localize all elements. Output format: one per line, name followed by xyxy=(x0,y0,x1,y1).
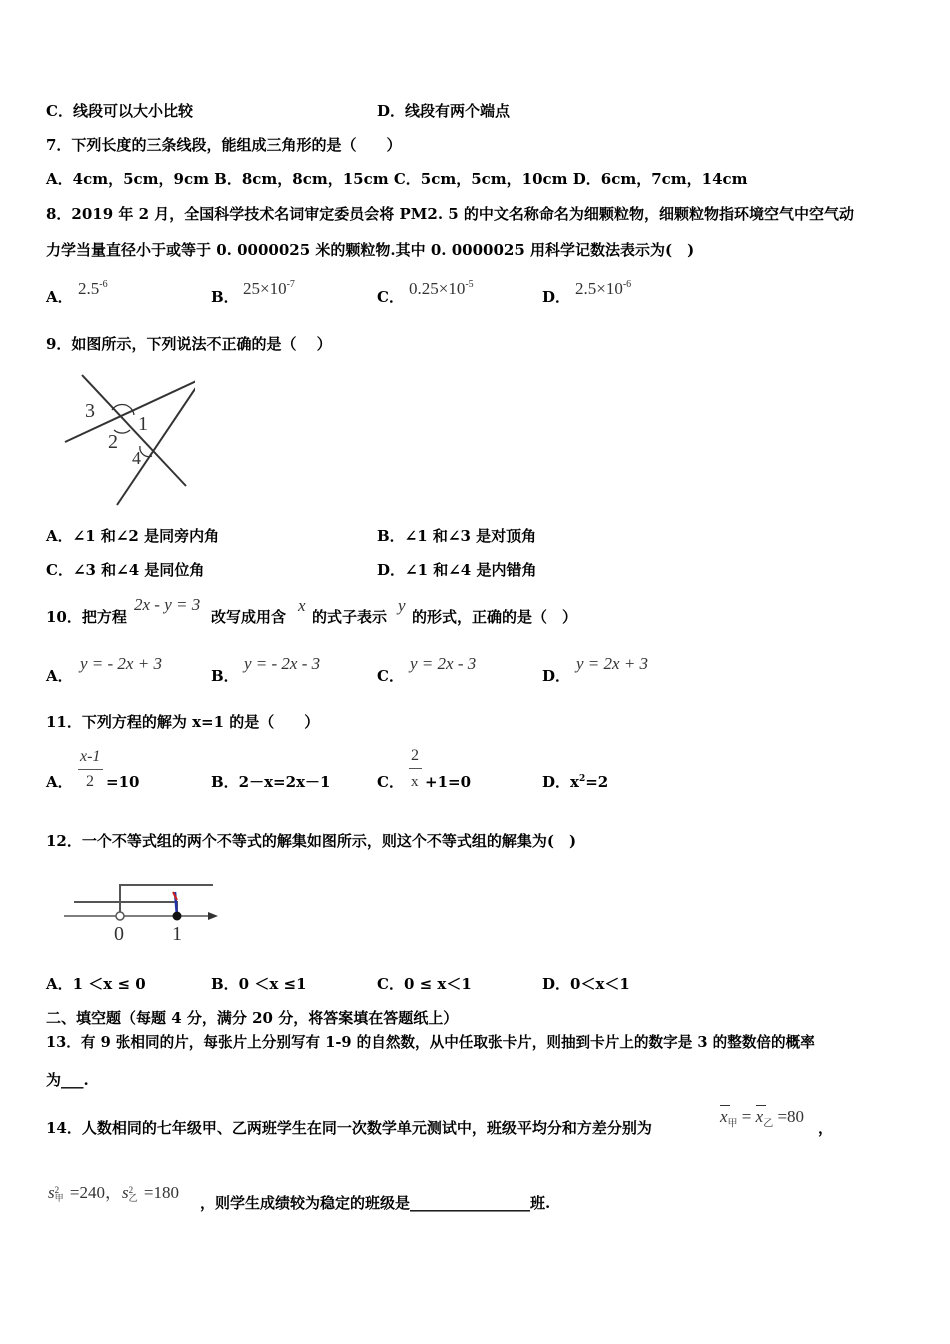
q11-stem: 11．下列方程的解为 x=1 的是（ ） xyxy=(46,713,320,731)
q8-label-d: D． xyxy=(542,288,571,306)
q12-option-a: A．1 ＜x ≤ 0 xyxy=(46,975,146,993)
q8-label-b: B． xyxy=(211,288,239,306)
q10-stem-d: 的形式，正确的是（ ） xyxy=(412,608,578,626)
q8-label-a: A． xyxy=(46,288,73,306)
q8-option-a: $2.5^{-6}$ xyxy=(78,279,108,298)
q12-solution-ray-right xyxy=(120,885,213,916)
q6-option-c: C．线段可以大小比较 xyxy=(46,102,193,120)
q13-line1: 13．有 9 张相同的片，每张片上分别写有 1-9 的自然数，从中任取张卡片，则抽到卡片上的数字是 3 的整数倍的概率 xyxy=(46,1034,815,1051)
q12-axis-arrow xyxy=(208,912,218,920)
q14-variance-expression: s 2 甲 =240，s 2 乙 =180 xyxy=(48,1183,179,1204)
q12-option-c: C．0 ≤ x＜1 xyxy=(377,975,472,993)
q8-option-d: $2.5\times 10^{-6}$ xyxy=(575,279,632,298)
q8-stem-line2: 力学当量直径小于或等于 0. 0000025 米的颗粒物.其中 0. 0000025 用科学记数法表示为( ) xyxy=(46,241,695,259)
q14-comma: ， xyxy=(818,1119,834,1137)
q12-open-point-0 xyxy=(116,912,124,920)
q11-option-c-fraction-bar xyxy=(409,768,422,769)
q14-line2: ，则学生成绩较为稳定的班级是________________班. xyxy=(200,1194,551,1212)
q9-option-a: A．∠1 和∠2 是同旁内角 xyxy=(46,527,220,545)
q6-option-d: D．线段有两个端点 xyxy=(377,102,511,120)
q10-option-d: y = 2x + 3 xyxy=(576,654,649,673)
q9-option-d: D．∠1 和∠4 是内错角 xyxy=(377,561,537,579)
q10-var-y: y xyxy=(398,596,406,615)
q12-axis-label-0: 0 xyxy=(114,923,124,944)
q8-option-c: $0.25\times 10^{-5}$ xyxy=(409,279,474,298)
q7-stem: 7．下列长度的三条线段，能组成三角形的是（ ） xyxy=(46,136,402,154)
q10-stem-a: 10．把方程 xyxy=(46,608,127,626)
q13-line2: 为___. xyxy=(46,1071,89,1089)
section2-heading: 二、填空题（每题 4 分，满分 20 分，将答案填在答题纸上） xyxy=(46,1009,459,1027)
q10-stem-b: 改写成用含 xyxy=(211,608,287,626)
q12-option-d: D．0＜x＜1 xyxy=(542,975,630,993)
q12-option-b: B．0 ＜x ≤1 xyxy=(211,975,307,993)
q12-number-line-figure xyxy=(62,878,222,944)
q14-mean-expression: $x_甲$ = $x_乙 =80$ xyxy=(720,1107,805,1130)
q10-label-c: C． xyxy=(377,667,404,685)
q9-line-transversal xyxy=(82,375,186,486)
q10-label-d: D． xyxy=(542,667,571,685)
q8-option-b: $25\times 10^{-7}$ xyxy=(243,279,295,298)
q12-stem: 12．一个不等式组的两个不等式的解集如图所示，则这个不等式组的解集为( ) xyxy=(46,832,577,850)
q9-option-b: B．∠1 和∠3 是对顶角 xyxy=(377,527,537,545)
q10-option-a: y = - 2x + 3 xyxy=(80,654,162,673)
q11-option-c-denominator: x xyxy=(411,774,419,790)
q11-option-a-denominator: 2 xyxy=(86,773,94,790)
q11-option-d: D．$x^2=2$ xyxy=(542,773,609,791)
q8-stem-line1: 8．2019 年 2 月，全国科学技术名词审定委员会将 PM2. 5 的中文名称命名为细颗粒物，细颗粒物指环境空气中空气动 xyxy=(46,205,854,223)
q10-stem-c: 的式子表示 xyxy=(312,608,388,626)
q14-line1: 14．人数相同的七年级甲、乙两班学生在同一次数学单元测试中，班级平均分和方差分别为 xyxy=(46,1119,652,1137)
q10-label-b: B． xyxy=(211,667,239,685)
q9-figure xyxy=(60,370,195,510)
q9-label-4: 4 xyxy=(132,448,141,468)
q9-line-third xyxy=(117,377,195,505)
q12-solution-ray-left xyxy=(74,902,177,916)
q11-option-a-fraction-bar xyxy=(78,769,103,770)
q10-option-c: y = 2x - 3 xyxy=(410,654,477,673)
q9-label-3: 3 xyxy=(85,400,95,422)
q11-option-c-numerator: 2 xyxy=(411,747,419,764)
q7-options: A．4cm，5cm，9cm B．8cm，8cm，15cm C．5cm，5cm，10cm D．6cm，7cm，14cm xyxy=(46,170,748,188)
q10-label-a: A． xyxy=(46,667,73,685)
q9-stem: 9．如图所示，下列说法不正确的是（ ） xyxy=(46,335,332,353)
q11-label-a: A． xyxy=(46,773,73,791)
q11-option-a-numerator: x-1 xyxy=(80,748,101,765)
q9-label-2: 2 xyxy=(108,431,118,453)
q10-equation: 2x - y = 3 xyxy=(134,595,201,614)
q11-label-c: C． xyxy=(377,773,404,791)
q12-closed-point-1 xyxy=(173,912,182,921)
q12-axis-label-1: 1 xyxy=(172,923,182,944)
q11-option-a-rest: =10 xyxy=(106,773,140,791)
q9-label-1: 1 xyxy=(138,413,148,435)
q11-option-c-rest: +1=0 xyxy=(425,773,472,791)
q10-option-b: y = - 2x - 3 xyxy=(244,654,321,673)
q11-option-b: B．2－x=2x－1 xyxy=(211,773,331,791)
q8-label-c: C． xyxy=(377,288,404,306)
q9-option-c: C．∠3 和∠4 是同位角 xyxy=(46,561,205,579)
q10-var-x: x xyxy=(298,596,306,615)
